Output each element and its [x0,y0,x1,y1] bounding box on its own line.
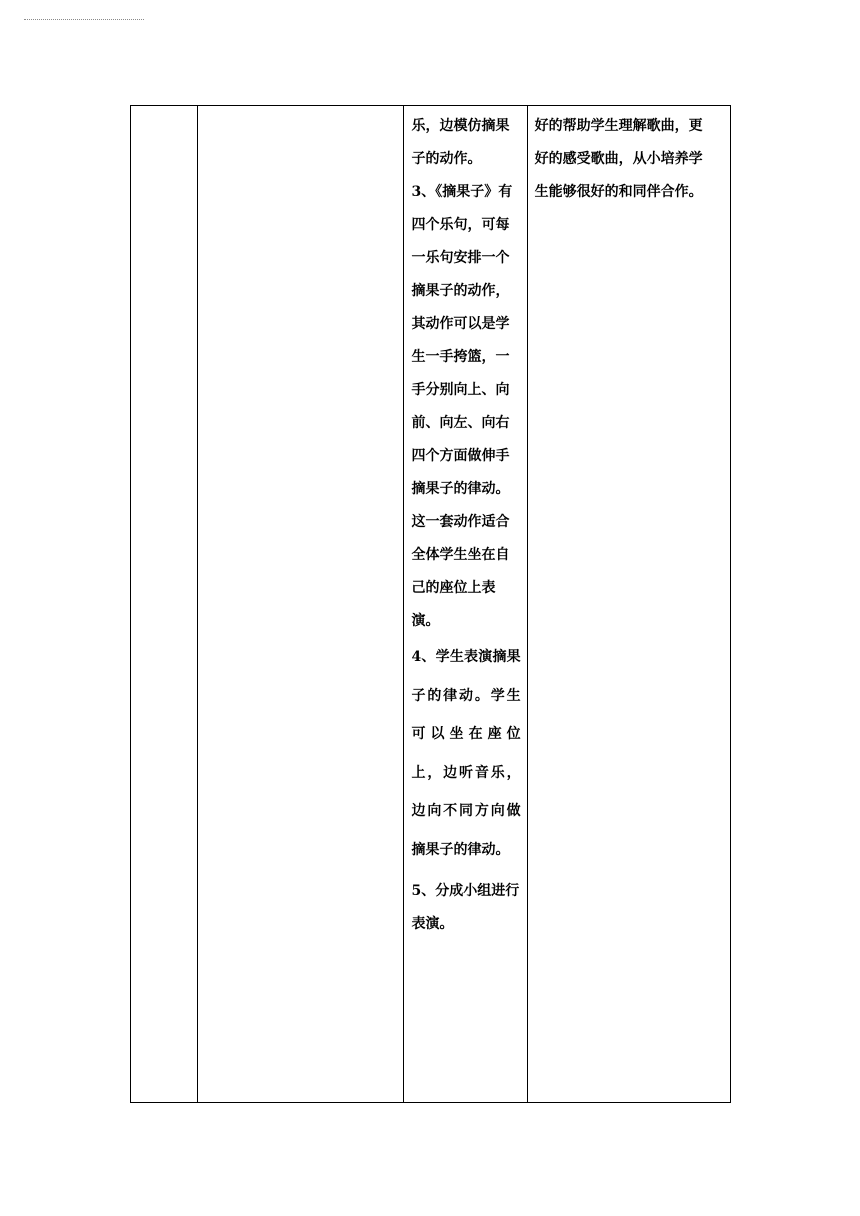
design-purpose-cell [527,106,730,1103]
design-purpose [528,106,730,209]
step-line: 演。 [411,613,440,629]
step-line: 4、学生表演摘果 [411,649,521,665]
step-line: 己的座位上表 [411,580,496,596]
step-line: 子的律动。学生 [411,687,521,704]
table-row [131,106,731,1103]
activity-steps [404,106,526,941]
purpose-line: 生能够很好的和同伴合作。 [534,184,703,200]
step-line: 边向不同方向做 [411,803,521,819]
step-line: 摘果子的动作， [411,283,510,299]
step-line: 其动作可以是学 [411,316,510,332]
step-line: 四个乐句，可每 [411,217,510,233]
step-line: 手分别向上、向 [411,382,510,398]
content-cell [198,106,404,1103]
step-line: 全体学生坐在自 [411,547,510,563]
step-line: 3、《摘果子》有 [411,184,513,200]
step-line: 这一套动作适合 [411,514,510,530]
step-line: 生一手挎篮，一 [411,349,510,365]
step-line: 子的动作。 [411,151,482,167]
step-line: 上，边听音乐， [411,764,521,781]
header-rule [24,19,144,20]
step-line: 乐，边模仿摘果 [411,118,510,134]
activity-steps-cell [404,106,527,1103]
step-line: 一乐句安排一个 [411,250,510,266]
stage-cell [131,106,198,1103]
step-line: 可以坐在座位 [411,726,521,742]
step-line: 摘果子的律动。 [411,481,510,497]
purpose-line: 好的感受歌曲，从小培养学 [534,151,703,167]
purpose-line: 好的帮助学生理解歌曲，更 [534,118,703,134]
step-line: 5、分成小组进行 [411,883,520,899]
step-line: 前、向左、向右 [411,415,510,431]
step-line: 四个方面做伸手 [411,448,510,464]
lesson-table [130,105,731,1103]
step-line: 摘果子的律动。 [411,841,510,858]
step-line: 表演。 [411,916,454,932]
